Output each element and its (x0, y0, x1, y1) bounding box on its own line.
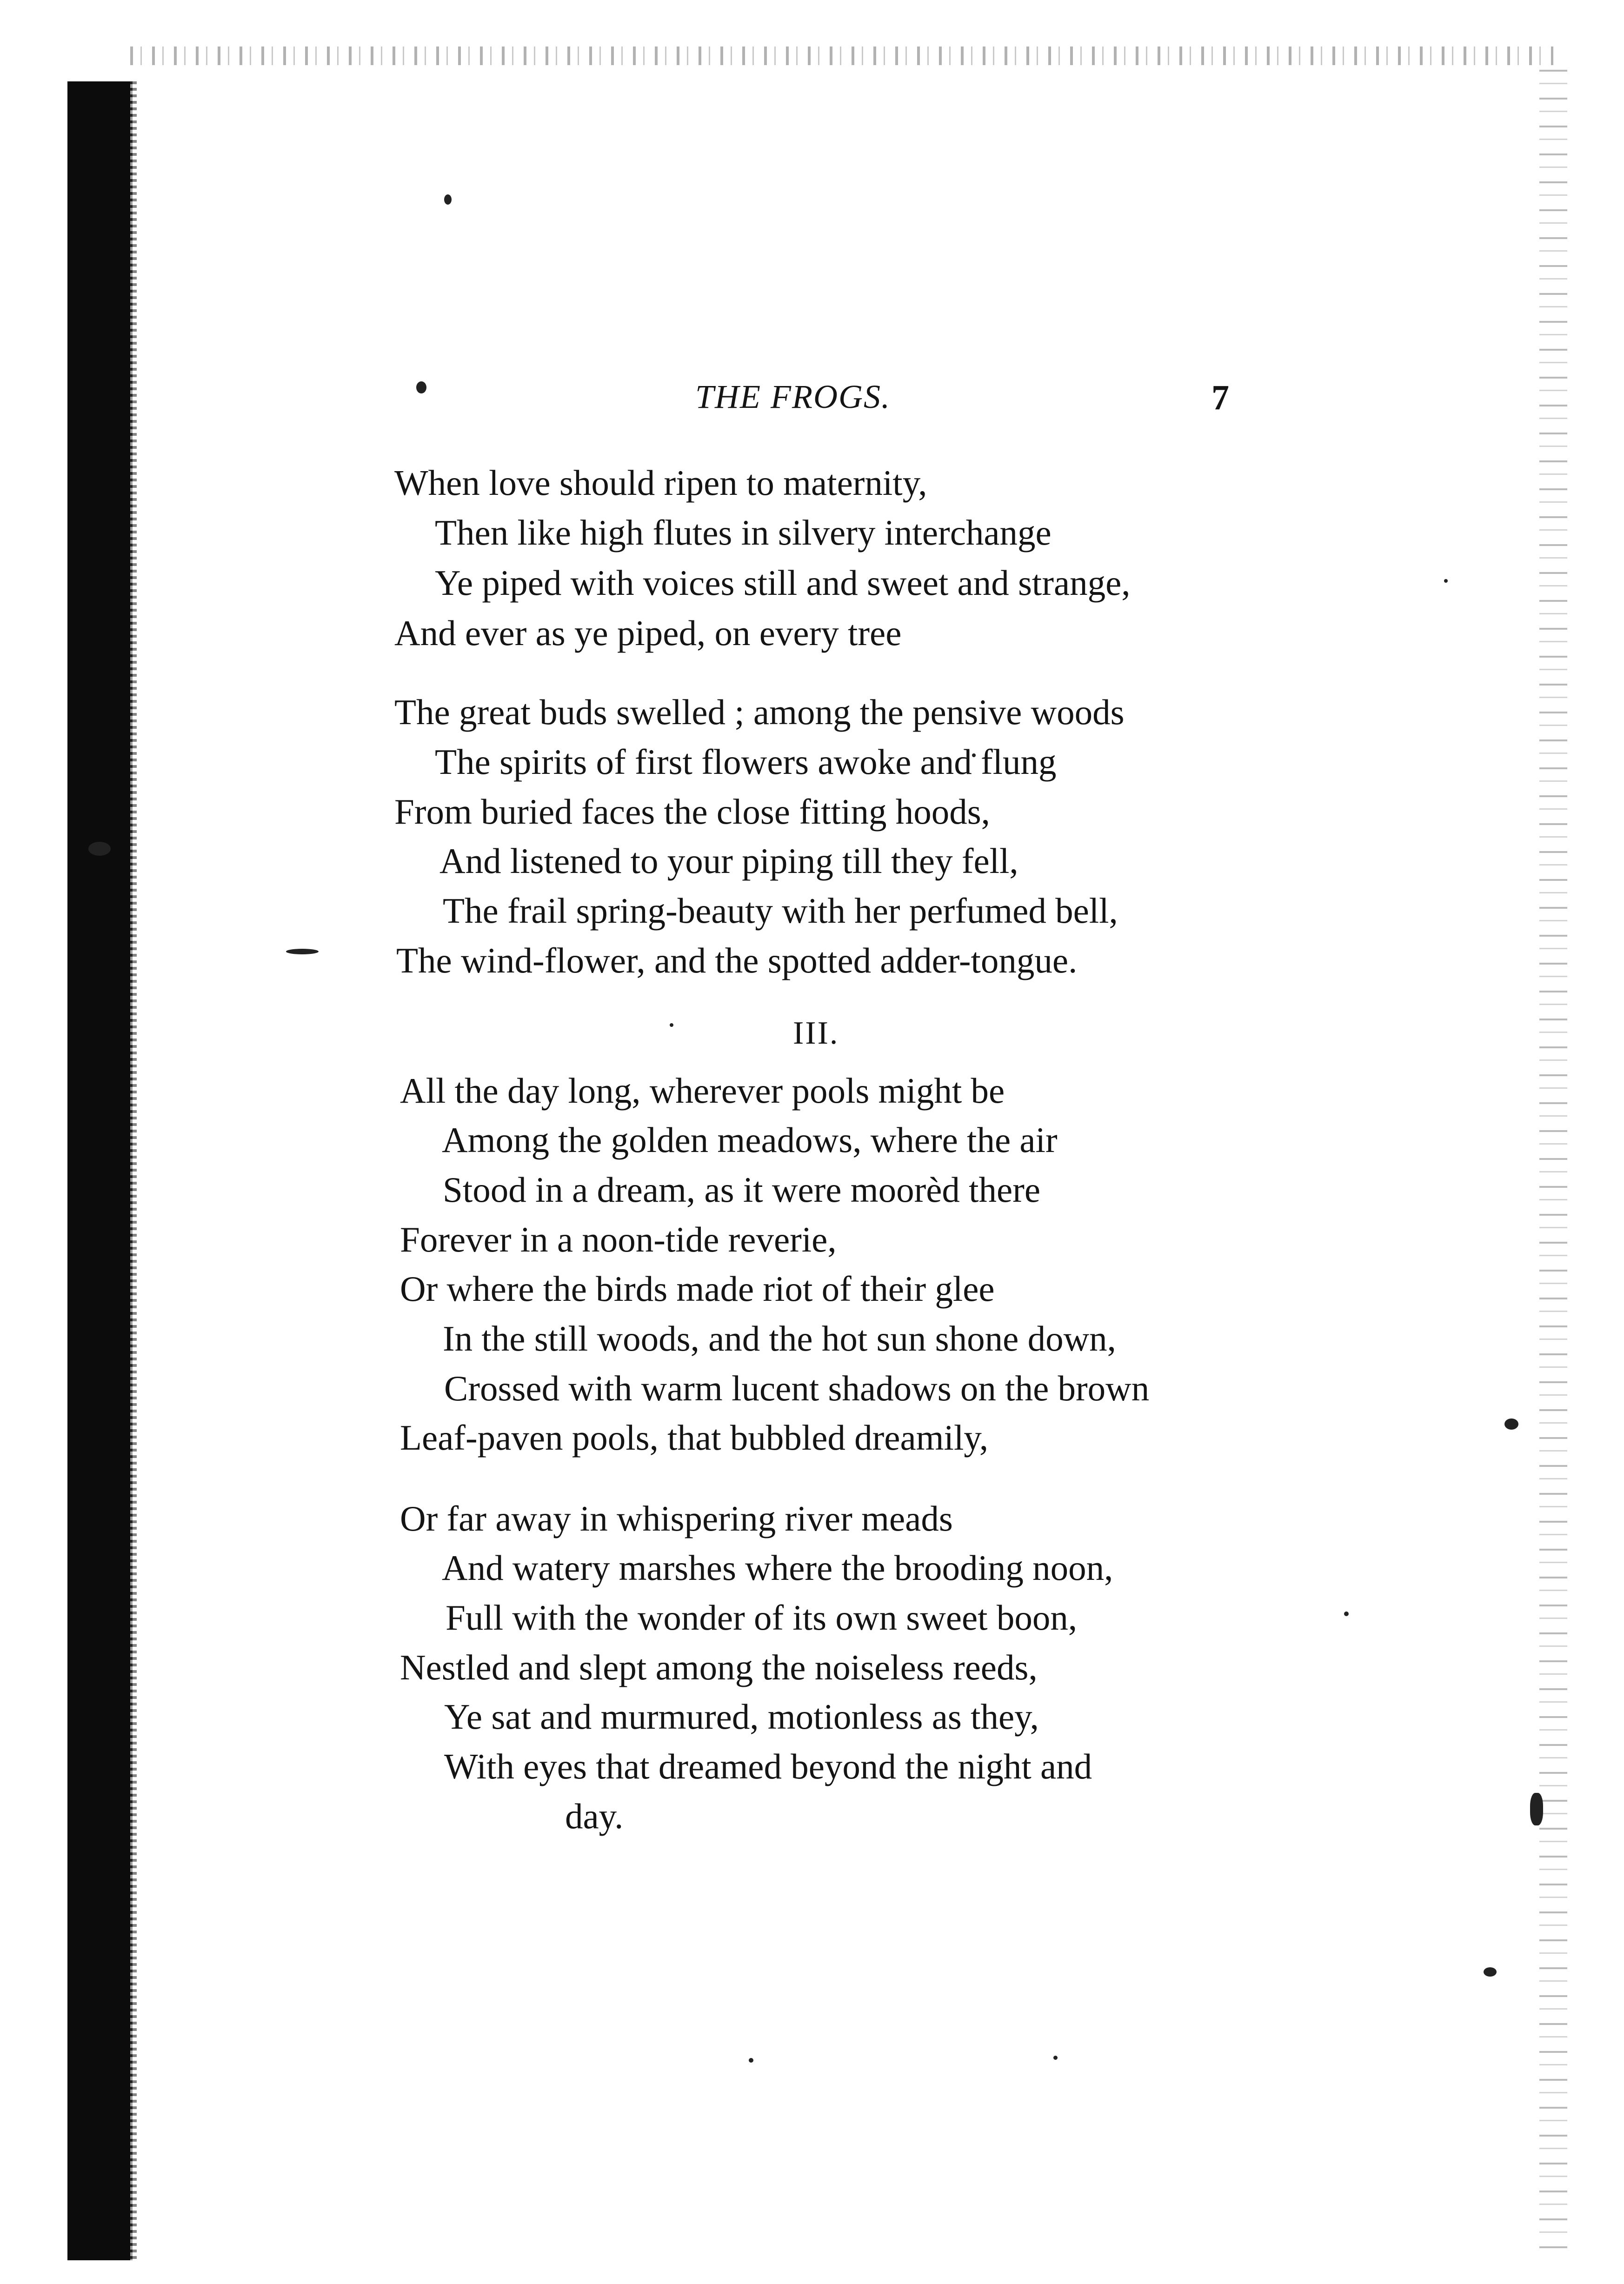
scan-speck (1344, 1611, 1349, 1616)
poem-line: The wind-flower, and the spotted adder-tongue. (396, 940, 1078, 980)
poem-line: Among the golden meadows, where the air (442, 1120, 1058, 1160)
running-head-title: THE FROGS. (695, 378, 891, 415)
poem-line: With eyes that dreamed beyond the night and (444, 1746, 1092, 1786)
poem-line: The spirits of first flowers awoke and flung (435, 742, 1057, 782)
poem-line: Or far away in whispering river meads (400, 1498, 953, 1538)
scan-speck (286, 949, 319, 954)
poem-line: Then like high flutes in silvery interchange (435, 513, 1052, 553)
poem-line: And ever as ye piped, on every tree (394, 613, 902, 653)
scan-speck (1504, 1418, 1518, 1430)
scan-speck (1530, 1793, 1543, 1825)
running-head (0, 378, 1624, 429)
poem-line: The great buds swelled ; among the pensive woods (394, 692, 1125, 732)
poem-line: All the day long, wherever pools might be (400, 1071, 1005, 1111)
poem-line: The frail spring-beauty with her perfumed bell, (443, 891, 1118, 931)
poem-line: Stood in a dream, as it were moorèd there (443, 1170, 1041, 1210)
poem-line: Forever in a noon-tide reverie, (400, 1219, 837, 1259)
poem-line: day. (565, 1796, 624, 1836)
poem-line: And watery marshes where the brooding noon, (442, 1548, 1113, 1588)
page-number: 7 (1211, 378, 1229, 417)
poem-line: When love should ripen to maternity, (394, 463, 927, 503)
poem-line: Full with the wonder of its own sweet boon, (446, 1598, 1078, 1638)
poem-line: Leaf-paven pools, that bubbled dreamily, (400, 1418, 989, 1458)
page-top-edge-specks (130, 47, 1553, 65)
scan-speck (444, 194, 452, 205)
scan-speck (670, 1023, 673, 1027)
poem-line: Ye piped with voices still and sweet and strange, (435, 563, 1131, 603)
poem-line: From buried faces the close fitting hoods, (394, 792, 990, 832)
poem-line: In the still woods, and the hot sun shone down, (443, 1318, 1116, 1358)
poem-line: Nestled and slept among the noiseless reeds, (400, 1647, 1038, 1687)
section-number: III. (793, 1015, 839, 1051)
poem-line: Ye sat and murmured, motionless as they, (444, 1697, 1039, 1737)
poem-line: Or where the birds made riot of their glee (400, 1269, 995, 1309)
poem-line: Crossed with warm lucent shadows on the brown (444, 1368, 1150, 1408)
scan-speck (749, 2058, 753, 2063)
scan-speck (1053, 2056, 1058, 2060)
scan-speck (1484, 1967, 1497, 1977)
poem-line: And listened to your piping till they fell, (439, 841, 1018, 881)
scan-speck (88, 842, 111, 856)
scan-speck (1444, 579, 1448, 583)
